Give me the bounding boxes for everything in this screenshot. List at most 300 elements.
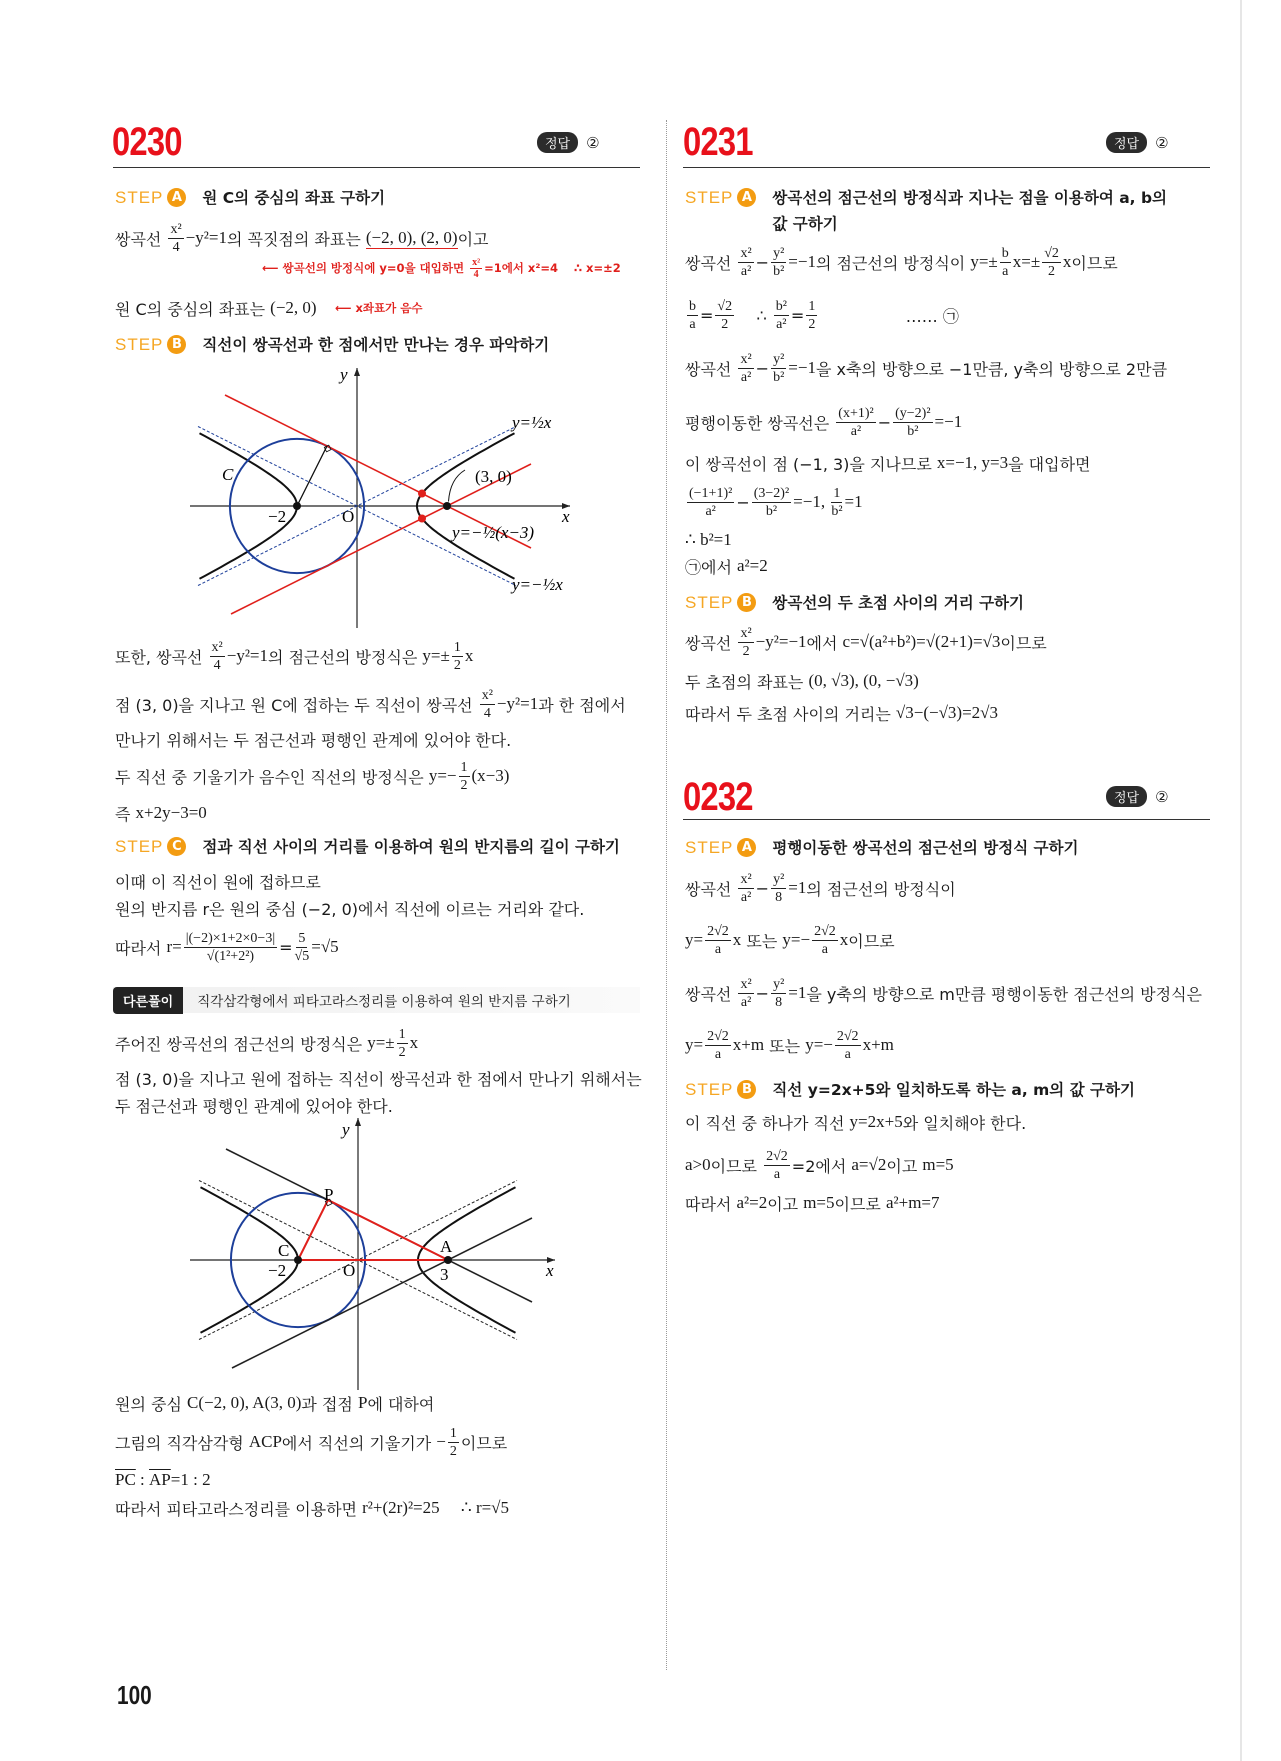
- denominator: a: [714, 1046, 722, 1062]
- solution-line: [685, 1181, 940, 1225]
- step-title: 직선이 쌍곡선과 한 점에서만 만나는 경우 파악하기: [202, 336, 550, 354]
- intersection-point: [418, 515, 426, 523]
- numerator: y²: [773, 871, 785, 887]
- text: 주어진 쌍곡선의 점근선의 방정식은: [115, 1034, 368, 1054]
- solution-line: [115, 286, 317, 330]
- step-title: 쌍곡선의 두 초점 사이의 거리 구하기: [772, 594, 1024, 612]
- math-expression: x: [1062, 252, 1072, 271]
- fraction: [448, 1425, 459, 1460]
- math-expression: r²+(2r)²=25 ∴ r=√5: [362, 1498, 510, 1517]
- step-label: STEP: [115, 335, 164, 354]
- math-expression: c=√(a²+b²)=√(2+1)=√3: [842, 632, 1001, 651]
- fraction: [687, 485, 734, 520]
- numerator: 1: [833, 485, 841, 501]
- solution-line: [115, 1486, 509, 1530]
- intersection-point: [418, 490, 426, 498]
- math-expression: (−2, 0): [270, 298, 317, 317]
- solution-line: [685, 866, 956, 910]
- answer-badge: 정답: [537, 132, 578, 153]
- numerator: 1: [449, 1425, 457, 1441]
- solution-line: [685, 1023, 894, 1067]
- numerator: 2√2: [814, 923, 836, 939]
- numerator: 2√2: [707, 923, 729, 939]
- text: 원 C의 중심의 좌표는: [115, 299, 271, 319]
- fraction: [1042, 245, 1061, 280]
- denominator: a: [689, 316, 696, 332]
- fraction: [764, 1148, 790, 1183]
- fraction: [295, 930, 310, 965]
- text: 두 초점의 좌표는: [685, 672, 809, 692]
- numerator: (−1+1)²: [689, 485, 733, 501]
- answer-value: ②: [1155, 133, 1169, 152]
- text: 와 일치해야 한다.: [902, 1113, 1027, 1133]
- fraction: [771, 351, 786, 386]
- math-expression: =−1: [788, 358, 816, 377]
- step-a-heading: [685, 188, 1182, 237]
- math-expression: −: [436, 1432, 446, 1451]
- fraction: [752, 485, 791, 520]
- text: −: [755, 878, 770, 898]
- fraction: [459, 759, 470, 794]
- text: 따라서 피타고라스정리를 이용하면: [115, 1499, 363, 1519]
- denominator: a: [821, 941, 829, 957]
- solution-line: [685, 1100, 1026, 1144]
- numerator: 5: [298, 930, 306, 946]
- fraction: [893, 405, 932, 440]
- math-expression: =1 : 2: [170, 1470, 211, 1489]
- numerator: 2√2: [707, 1028, 729, 1044]
- text: 이때 이 직선이 원에 접하므로: [115, 872, 321, 892]
- numerator: 1: [460, 759, 468, 775]
- point-c-label: C: [278, 1241, 290, 1260]
- header-rule: [683, 167, 1210, 168]
- math-expression: =1: [788, 878, 807, 897]
- text: 평행이동한 쌍곡선은: [685, 413, 835, 433]
- text: 과 한 점에서: [538, 695, 626, 715]
- fraction: [184, 930, 277, 965]
- fraction: [687, 298, 698, 333]
- math-expression: −y²=1: [226, 646, 269, 665]
- denominator: 2: [398, 1044, 406, 1060]
- text: ⟵ 쌍곡선의 방정식에 y=0을 대입하면: [262, 261, 469, 275]
- text: 또는: [741, 931, 783, 951]
- fraction: [738, 871, 753, 906]
- answer-0232: [1106, 786, 1169, 807]
- solution-line: [685, 346, 1167, 390]
- problem-number-0232: 0232: [683, 775, 753, 819]
- solution-line: [685, 918, 895, 962]
- tick-label: −2: [268, 507, 287, 526]
- annotation-note: [335, 286, 422, 330]
- fraction: [806, 298, 817, 333]
- text: 이고: [886, 1156, 923, 1176]
- point-3-0: [443, 502, 451, 510]
- denominator: b²: [831, 503, 843, 519]
- center-point: [293, 502, 301, 510]
- text: 이 직선 중 하나가 직선: [685, 1113, 850, 1133]
- text: 이므로: [460, 1433, 508, 1453]
- step-label: STEP: [685, 838, 734, 857]
- math-expression: :: [135, 1470, 150, 1489]
- solution-line: [685, 971, 1202, 1015]
- solution-line: [115, 634, 473, 678]
- step-a-heading: [685, 838, 1078, 861]
- text: ∴: [736, 305, 772, 325]
- denominator: a²: [776, 316, 787, 332]
- text: 쌍곡선: [685, 359, 737, 379]
- text: 쌍곡선: [685, 879, 737, 899]
- text: =: [700, 305, 714, 325]
- solution-line: [115, 791, 207, 835]
- problem-number-0231: 0231: [683, 120, 753, 164]
- step-badge: B: [737, 1080, 756, 1099]
- text: ⟵ x좌표가 음수: [335, 301, 423, 315]
- text: 을 x축의 방향으로 −1만큼, y축의 방향으로 2만큼: [815, 359, 1168, 379]
- text: 그림의 직각삼각형: [115, 1433, 249, 1453]
- denominator: a: [714, 941, 722, 957]
- fraction: [470, 257, 482, 280]
- step-title: 원 C의 중심의 좌표 구하기: [202, 189, 386, 207]
- alt-label: 다른풀이: [113, 987, 183, 1014]
- text: 에서: [806, 633, 843, 653]
- solution-line: [685, 691, 998, 735]
- hyperbola-circle-graph: [190, 360, 610, 632]
- alt-title: 직각삼각형에서 피타고라스정리를 이용하여 원의 반지름 구하기: [197, 994, 571, 1010]
- text: 에 대하여: [367, 1394, 435, 1414]
- denominator: 4: [172, 239, 180, 255]
- math-expression: =−1,: [793, 492, 830, 511]
- numerator: (y−2)²: [895, 405, 931, 421]
- x-axis-label: x: [546, 1261, 554, 1280]
- math-expression: ACP: [248, 1432, 282, 1451]
- denominator: a²: [740, 994, 752, 1010]
- numerator: 1: [808, 298, 816, 314]
- denominator: 8: [775, 994, 783, 1010]
- text: 따라서: [115, 938, 167, 958]
- column-divider: [666, 120, 667, 1670]
- text: −: [755, 983, 770, 1003]
- denominator: √(1²+2²): [206, 948, 255, 964]
- fraction: [738, 625, 753, 660]
- denominator: a²: [740, 369, 752, 385]
- step-title: 점과 직선 사이의 거리를 이용하여 원의 반지름의 길이 구하기: [202, 838, 620, 856]
- page-number: 100: [117, 1680, 152, 1710]
- denominator: a: [773, 1166, 781, 1182]
- right-triangle-graph: [190, 1110, 600, 1392]
- math-expression: x: [732, 930, 742, 949]
- numerator: |(−2)×1+2×0−3|: [185, 930, 276, 946]
- text: 에서 직선의 기울기가: [281, 1433, 437, 1453]
- y-axis-arrow: [355, 1118, 361, 1126]
- text: 즉: [115, 804, 136, 824]
- text: 을 y축의 방향으로 m만큼 평행이동한 점근선의 방정식은: [806, 984, 1202, 1004]
- step-title: 직선 y=2x+5와 일치하도록 하는 a, m의 값 구하기: [772, 1081, 1135, 1099]
- numerator: x²: [481, 687, 493, 703]
- denominator: a²: [740, 263, 752, 279]
- problem-number-0230: 0230: [112, 120, 182, 164]
- numerator: √2: [1044, 245, 1059, 261]
- text: 원의 중심: [115, 1394, 187, 1414]
- text: −: [755, 252, 770, 272]
- text: …… ㉠: [819, 306, 959, 326]
- denominator: 2: [742, 643, 750, 659]
- numerator: y²: [773, 245, 785, 261]
- header-rule: [683, 819, 1210, 820]
- text: 의 점근선의 방정식은: [268, 647, 423, 667]
- solution-line: [685, 400, 962, 444]
- math-expression: y=±: [367, 1033, 395, 1052]
- fraction: [812, 923, 838, 958]
- text: 원의 반지름 r은 원의 중심 (−2, 0)에서 직선에 이르는 거리와 같다.: [115, 899, 585, 919]
- numerator: x²: [740, 245, 752, 261]
- text: 쌍곡선: [685, 633, 737, 653]
- fraction: [738, 245, 753, 280]
- text: 또는: [764, 1036, 806, 1056]
- math-expression: ∴ b²=1: [685, 530, 732, 549]
- denominator: b²: [765, 503, 778, 519]
- step-title: 쌍곡선의 점근선의 방정식과 지나는 점을 이용하여 a, b의 값 구하기: [772, 189, 1168, 233]
- denominator: 4: [213, 657, 221, 673]
- answer-value: ②: [1155, 787, 1169, 806]
- numerator: (3−2)²: [753, 485, 790, 501]
- denominator: b²: [907, 423, 919, 439]
- tick-label: 3: [440, 1265, 449, 1284]
- math-expression: =1: [844, 492, 863, 511]
- alternative-solution-banner: [113, 987, 640, 1013]
- answer-badge: 정답: [1106, 132, 1147, 153]
- math-expression: y=±: [422, 646, 450, 665]
- math-expression: P: [357, 1393, 368, 1412]
- text: =: [279, 937, 293, 957]
- math-expression: x: [839, 930, 849, 949]
- segment-name: $\overline{AP}$: [149, 1470, 171, 1489]
- math-expression: y=: [685, 1035, 704, 1054]
- fraction: [168, 221, 183, 256]
- fraction: [705, 923, 731, 958]
- point-label: (3, 0): [475, 467, 512, 486]
- math-expression: x=−1, y=3: [936, 453, 1009, 472]
- fraction: [452, 639, 463, 674]
- denominator: 2: [721, 316, 729, 332]
- solution-line: [115, 925, 339, 969]
- denominator: 2: [460, 777, 468, 793]
- annotation-note: [262, 246, 621, 290]
- numerator: x²: [170, 221, 182, 237]
- step-badge: B: [167, 335, 186, 354]
- numerator: (x+1)²: [838, 405, 874, 421]
- answer-badge: 정답: [1106, 786, 1147, 807]
- numerator: x²: [740, 976, 752, 992]
- text: =1에서 x²=4 ∴ x=±2: [484, 261, 621, 275]
- segment-name: $\overline{PC}$: [115, 1470, 136, 1489]
- point-a-label: A: [440, 1237, 453, 1256]
- math-expression: x+m: [732, 1035, 765, 1054]
- text: 이므로: [1000, 633, 1047, 653]
- math-expression: =√5: [311, 937, 339, 956]
- circle-label: C: [222, 465, 234, 484]
- denominator: 4: [483, 705, 491, 721]
- math-expression: −y²=1: [185, 228, 227, 247]
- denominator: a²: [705, 503, 716, 519]
- math-expression: a>0: [685, 1155, 711, 1174]
- text: 두 직선 중 기울기가 음수인 직선의 방정식은: [115, 767, 429, 787]
- solution-line: [115, 886, 584, 930]
- denominator: 4: [473, 268, 479, 280]
- math-expression: m=5: [922, 1155, 954, 1174]
- math-expression: y=±: [970, 252, 998, 271]
- fraction: [1000, 245, 1011, 280]
- math-expression: y=2x+5: [849, 1112, 903, 1131]
- solution-line: [115, 1381, 434, 1425]
- numerator: 1: [398, 1026, 406, 1042]
- step-label: STEP: [685, 593, 734, 612]
- text: 과 접점: [301, 1394, 358, 1414]
- numerator: 1: [453, 639, 461, 655]
- step-b-heading: [685, 593, 1024, 616]
- denominator: b²: [773, 369, 785, 385]
- text: 이므로: [848, 931, 895, 951]
- text: 쌍곡선: [685, 253, 737, 273]
- math-expression: y=−: [428, 766, 457, 785]
- y-axis-arrow: [354, 368, 360, 376]
- denominator: a: [844, 1046, 851, 1062]
- fraction: [831, 485, 842, 520]
- text: 이 쌍곡선이 점 (−1, 3)을 지나므로: [685, 454, 937, 474]
- fraction: [738, 976, 753, 1011]
- underlined-coordinates: (−2, 0), (2, 0): [365, 227, 458, 247]
- denominator: 8: [775, 889, 783, 905]
- solution-line: [685, 620, 1047, 664]
- math-expression: √3−(−√3)=2√3: [895, 703, 998, 722]
- math-expression: x: [464, 646, 474, 665]
- text: 을 대입하면: [1008, 454, 1091, 474]
- math-expression: =−1: [788, 252, 816, 271]
- solution-line: [685, 240, 1118, 284]
- step-label: STEP: [115, 837, 164, 856]
- math-expression: a²=2: [736, 1193, 768, 1212]
- origin-label: O: [342, 507, 355, 526]
- text: −: [755, 358, 770, 378]
- math-expression: =−1: [934, 412, 963, 431]
- math-expression: x+2y−3=0: [135, 803, 207, 822]
- header-rule: [113, 167, 640, 168]
- math-expression: a=√2: [851, 1155, 887, 1174]
- fraction: [774, 298, 789, 333]
- solution-line: [685, 544, 768, 588]
- numerator: y²: [773, 976, 785, 992]
- denominator: b²: [773, 263, 785, 279]
- answer-value: ②: [586, 133, 600, 152]
- text: =2에서: [791, 1156, 852, 1176]
- center-point: [294, 1256, 302, 1264]
- fraction: [771, 871, 786, 906]
- step-label: STEP: [685, 188, 734, 207]
- text: 만나기 위해서는 두 점근선과 평행인 관계에 있어야 한다.: [115, 730, 512, 750]
- text: 두 점근선과 평행인 관계에 있어야 한다.: [115, 1096, 393, 1116]
- numerator: 2√2: [836, 1028, 859, 1044]
- point-p-label: P: [324, 1185, 334, 1204]
- numerator: x²: [211, 639, 223, 655]
- text: 의 꼭짓점의 좌표는: [226, 229, 366, 249]
- step-title: 평행이동한 쌍곡선의 점근선의 방정식 구하기: [772, 839, 1079, 857]
- text: ㉠에서: [685, 557, 737, 577]
- solution-line: [685, 293, 959, 337]
- text: 이므로: [1071, 253, 1118, 273]
- numerator: √2: [717, 298, 733, 314]
- x-axis-label: x: [562, 507, 570, 526]
- math-expression: =1: [788, 983, 807, 1002]
- math-expression: y=−: [805, 1035, 833, 1054]
- text: 점 (3, 0)을 지나고 원 C에 접하는 두 직선이 쌍곡선: [115, 695, 478, 715]
- answer-0230: [537, 132, 600, 153]
- numerator: x²: [740, 625, 752, 641]
- text: −: [736, 492, 750, 512]
- numerator: y²: [773, 351, 785, 367]
- step-label: STEP: [685, 1080, 734, 1099]
- tangent-line-positive: [232, 1218, 532, 1368]
- page-edge-shadow: [1240, 0, 1242, 1761]
- denominator: √5: [294, 948, 310, 964]
- numerator: b: [1001, 245, 1009, 261]
- step-b-heading: [115, 335, 549, 358]
- math-expression: x+m: [862, 1035, 894, 1054]
- tangent-label: y=−½(x−3): [452, 523, 535, 542]
- fraction: [771, 976, 786, 1011]
- text: 쌍곡선: [685, 984, 737, 1004]
- math-expression: x=±: [1012, 252, 1041, 271]
- denominator: 2: [808, 316, 816, 332]
- math-expression: −y²=−1: [755, 632, 807, 651]
- step-label: STEP: [115, 188, 164, 207]
- numerator: b²: [775, 298, 787, 314]
- tick-label: −2: [268, 1261, 287, 1280]
- math-expression: a²+m=7: [885, 1193, 940, 1212]
- math-expression: m=5: [803, 1193, 835, 1212]
- numerator: x²: [740, 351, 752, 367]
- denominator: 2: [453, 657, 461, 673]
- text: 또한, 쌍곡선: [115, 647, 208, 667]
- text: 이고: [767, 1194, 804, 1214]
- fraction: [738, 351, 753, 386]
- text: 이고: [457, 229, 489, 249]
- y-axis-label: y: [342, 1120, 350, 1139]
- answer-0231: [1106, 132, 1169, 153]
- fraction: [705, 1028, 731, 1063]
- text: −: [877, 412, 892, 432]
- y-axis-label: y: [340, 365, 348, 384]
- denominator: a²: [850, 423, 862, 439]
- numerator: b: [689, 298, 696, 314]
- text: 이므로: [834, 1194, 886, 1214]
- math-expression: y=−: [782, 930, 811, 949]
- math-expression: (x−3): [471, 766, 510, 785]
- step-badge: A: [737, 188, 756, 207]
- step-badge: A: [737, 838, 756, 857]
- asymptote-label: y=−½x: [512, 575, 563, 594]
- text: 쌍곡선: [115, 229, 167, 249]
- text: =: [790, 305, 805, 325]
- step-badge: A: [167, 188, 186, 207]
- radius-line: [297, 446, 327, 506]
- triangle-acp: [298, 1200, 448, 1260]
- solution-line: [685, 441, 1091, 485]
- numerator: 2√2: [766, 1148, 788, 1164]
- fraction: [715, 298, 734, 333]
- math-expression: y=: [685, 930, 704, 949]
- text: 점 (3, 0)을 지나고 원에 접하는 직선이 쌍곡선과 한 점에서 만나기 위해서는: [115, 1069, 642, 1089]
- math-expression: C(−2, 0), A(3, 0): [187, 1393, 302, 1412]
- text: 의 점근선의 방정식이: [815, 253, 971, 273]
